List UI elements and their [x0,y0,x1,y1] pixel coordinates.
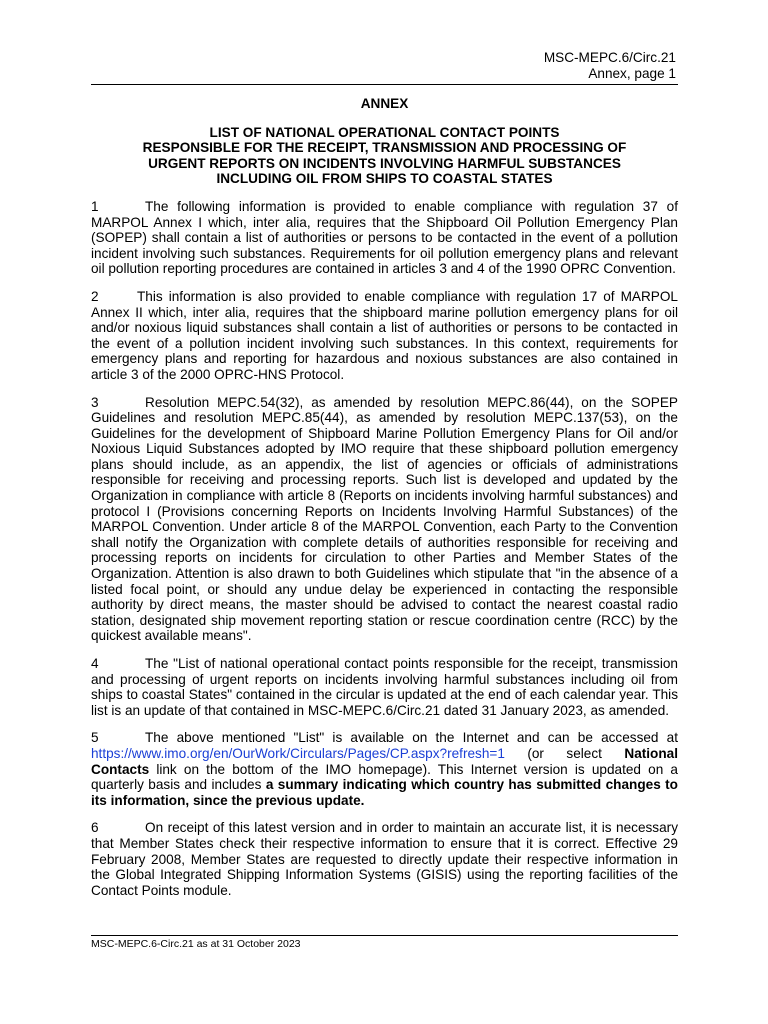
paragraph-text: (or select [504,745,625,761]
contact-points-link[interactable]: https://www.imo.org/en/OurWork/Circulars/Pages/CP.aspx?refresh=1 [91,745,505,761]
paragraph-text: The above mentioned "List" is available on the Internet and can be accessed at [145,730,678,746]
paragraph-number: 1 [91,198,99,214]
paragraph-number: 6 [91,820,99,836]
paragraph-5 [91,730,678,808]
title-line: INCLUDING OIL FROM SHIPS TO COASTAL STATES [216,171,553,187]
national-contacts-emphasis: National Contacts [91,745,678,777]
paragraph-number: 3 [91,394,99,410]
page-footer: MSC-MEPC.6-Circ.21 as at 31 October 2023 [91,938,301,950]
paragraph-text: This information is also provided to enable compliance with regulation 17 of MARPOL Annex II which, inter alia, requires that the shipboard marine pollution emergency plans for oil and/or noxious liquid substances shall contain a list of authorities or persons to be contacted in the event of a pollution incident involving such substances. In this context, requirements for emergency plans and reporting for hazardous and noxious substances are also contained in article 3 of the 2000 OPRC-HNS Protocol. [91,288,678,382]
page-reference: Annex, page 1 [588,66,676,81]
paragraph-text: The following information is provided to enable compliance with regulation 37 of MARPOL Annex I which, inter alia, requires that the Shipboard Oil Pollution Emergency Plan (SOPEP) shall contain a list of authorities or persons to be contacted in the event of a pollution incident involving such substances. Requirements for oil pollution emergency plans and relevant oil pollution reporting procedures are contained in articles 3 and 4 of the 1990 OPRC Convention. [91,198,678,277]
summary-emphasis: a summary indicating which country has submitted changes to its information, since the previous update. [91,777,678,808]
title-line: LIST OF NATIONAL OPERATIONAL CONTACT POINTS [209,124,560,140]
title-line: RESPONSIBLE FOR THE RECEIPT, TRANSMISSION AND PROCESSING OF [142,140,627,156]
paragraph-4 [91,656,678,718]
document-body [91,96,678,910]
paragraph-text: On receipt of this latest version and in order to maintain an accurate list, it is necessary that Member States check their respective information to ensure that it is correct. Effective 29 February 2008, Member States are requested to directly update their respective information in the Global Integrated Shipping Information Systems (GISIS) using the reporting facilities of the Contact Points module. [91,820,678,898]
paragraph-number: 5 [91,730,99,746]
document-reference: MSC-MEPC.6/Circ.21 [543,50,676,65]
paragraph-6 [91,820,678,898]
paragraph-text: Resolution MEPC.54(32), as amended by resolution MEPC.86(44), on the SOPEP Guidelines and resolution MEPC.85(44), as amended by resolution MEPC.137(53), on the Guidelines for the development of Shipboard Marine Pollution Emergency Plans for Oil and/or Noxious Liquid Substances adopted by IMO require that these shipboard pollution emergency plans should include, as an appendix, the list of agencies or officials of administrations responsible for receiving and processing reports. Such list is developed and updated by the Organization in compliance with article 8 (Reports on incidents involving harmful substances) and protocol I (Provisions concerning Reports on Incidents Involving Harmful Substances) of the MARPOL Convention. Under article 8 of the MARPOL Convention, each Party to the Convention shall notify the Organization with complete details of authorities responsible for receiving and processing reports on incidents for circulation to other Parties and Member States of the Organization. Attention is also drawn to both Guidelines which stipulate that "in the absence of a listed focal point, or should any undue delay be experienced in contacting the responsible authority by direct means, the master should be advised to contact the nearest coastal radio station, designated ship movement reporting station or rescue coordination centre (RCC) by the quickest available means". [91,394,678,644]
annex-heading: ANNEX [360,96,409,111]
paragraph-text: link on the bottom of the IMO homepage). This Internet version is updated on a quarterly basis and includes [91,761,678,793]
paragraph-1 [91,199,678,277]
title-line: URGENT REPORTS ON INCIDENTS INVOLVING HARMFUL SUBSTANCES [148,155,621,171]
paragraph-text: The "List of national operational contact points responsible for the receipt, transmission and processing of urgent reports on incidents involving harmful substances including oil from ships to coastal States" contained in the circular is updated at the end of each calendar year. This list is an update of that contained in MSC-MEPC.6/Circ.21 dated 31 January 2023, as amended. [91,656,678,718]
header-divider [91,84,678,85]
paragraph-2 [91,289,678,383]
paragraph-number: 2 [91,288,99,304]
footer-divider [91,935,678,936]
paragraph-number: 4 [91,656,99,671]
document-title [91,125,678,187]
paragraph-3 [91,395,678,645]
page-header [376,50,676,82]
